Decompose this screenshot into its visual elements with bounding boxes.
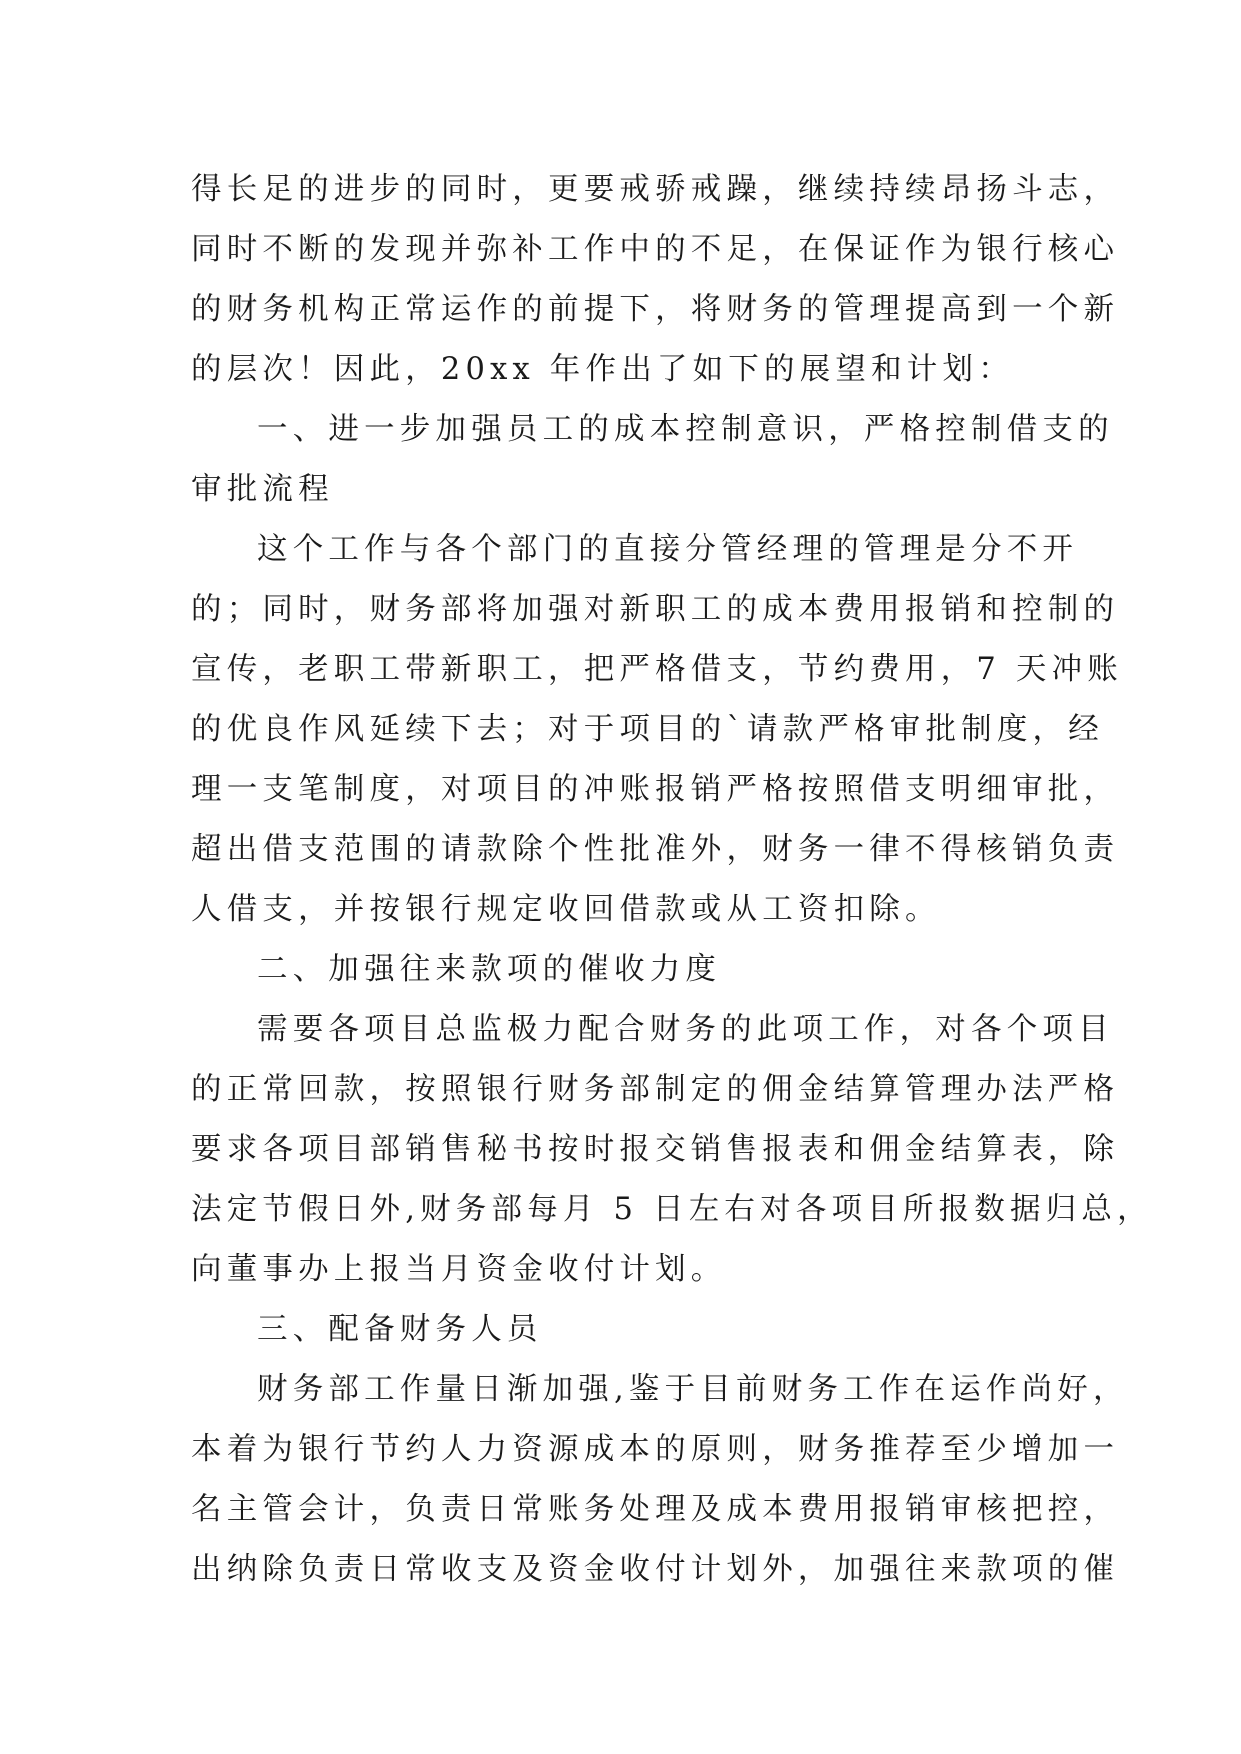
- text-line: 宣传，老职工带新职工，把严格借支，节约费用，7 天冲账: [191, 652, 1123, 687]
- text-line: 三、配备财务人员: [257, 1312, 543, 1347]
- text-line: 要求各项目部销售秘书按时报交销售报表和佣金结算表，除: [191, 1132, 1120, 1167]
- text-line: 人借支，并按银行规定收回借款或从工资扣除。: [191, 892, 941, 927]
- text-line: 这个工作与各个部门的直接分管经理的管理是分不开: [257, 532, 1079, 567]
- text-line: 的；同时，财务部将加强对新职工的成本费用报销和控制的: [191, 592, 1120, 627]
- document-body: [191, 160, 1153, 1600]
- text-line: 二、加强往来款项的催收力度: [257, 952, 722, 987]
- text-line: 本着为银行节约人力资源成本的原则，财务推荐至少增加一: [191, 1432, 1120, 1467]
- text-line: 同时不断的发现并弥补工作中的不足，在保证作为银行核心: [191, 232, 1120, 267]
- text-line: 名主管会计，负责日常账务处理及成本费用报销审核把控，: [191, 1492, 1120, 1527]
- text-line: 的层次！因此，20xx 年作出了如下的展望和计划：: [191, 352, 1014, 387]
- text-line: 一、进一步加强员工的成本控制意识，严格控制借支的: [257, 412, 1114, 447]
- text-line: 法定节假日外,财务部每月 5 日左右对各项目所报数据归总，: [191, 1192, 1153, 1227]
- text-line: 财务部工作量日渐加强,鉴于目前财务工作在运作尚好，: [257, 1372, 1129, 1407]
- text-line: 出纳除负责日常收支及资金收付计划外，加强往来款项的催: [191, 1552, 1120, 1587]
- text-line: 的优良作风延续下去；对于项目的`请款严格审批制度，经: [191, 712, 1104, 747]
- text-line: 需要各项目总监极力配合财务的此项工作，对各个项目: [257, 1012, 1114, 1047]
- text-line: 超出借支范围的请款除个性批准外，财务一律不得核销负责: [191, 832, 1120, 867]
- text-line: 向董事办上报当月资金收付计划。: [191, 1252, 727, 1287]
- text-line: 理一支笔制度，对项目的冲账报销严格按照借支明细审批，: [191, 772, 1120, 807]
- text-line: 的财务机构正常运作的前提下，将财务的管理提高到一个新: [191, 292, 1120, 327]
- text-line: 审批流程: [191, 472, 334, 507]
- text-line: 得长足的进步的同时，更要戒骄戒躁，继续持续昂扬斗志，: [191, 172, 1120, 207]
- text-line: 的正常回款，按照银行财务部制定的佣金结算管理办法严格: [191, 1072, 1120, 1107]
